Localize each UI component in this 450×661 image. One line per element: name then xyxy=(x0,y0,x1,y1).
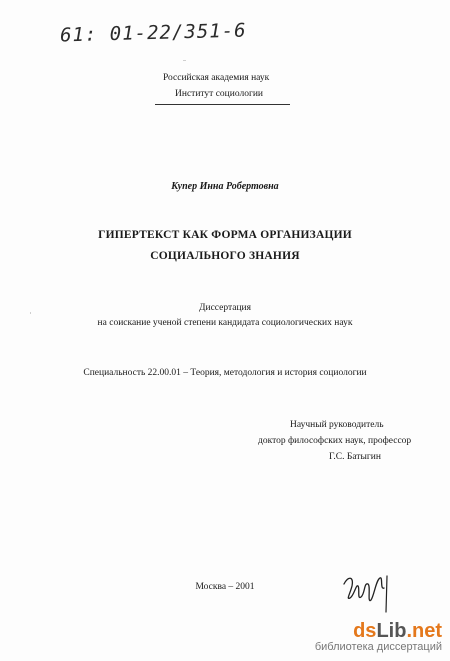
dslib-logo: dsLib.net xyxy=(353,620,442,642)
dslib-watermark xyxy=(315,621,442,653)
supervisor-degree: доктор философских наук, профессор xyxy=(258,436,412,446)
header-divider xyxy=(155,104,290,105)
specialty-line: Специальность 22.00.01 – Теория, методология и история социологии xyxy=(83,368,367,378)
city-year: Москва – 2001 xyxy=(195,582,255,592)
document-type: Диссертация xyxy=(199,303,251,313)
degree-purpose: на соискание ученой степени кандидата социологических наук xyxy=(97,318,353,328)
institute-name: Институт социологии xyxy=(175,89,264,99)
handwritten-signature xyxy=(340,570,402,618)
organization-name: Российская академия наук xyxy=(163,73,270,83)
header-block xyxy=(163,70,313,102)
dissertation-title-line-1: ГИПЕРТЕКСТ КАК ФОРМА ОРГАНИЗАЦИИ xyxy=(98,229,352,241)
dissertation-title-line-2: СОЦИАЛЬНОГО ЗНАНИЯ xyxy=(150,250,300,262)
archive-code: 61: 01-22/351-6 xyxy=(59,19,247,47)
dslib-caption: библиотека диссертаций xyxy=(314,641,442,653)
author-name: Купер Инна Робертовна xyxy=(171,181,279,192)
supervisor-name: Г.С. Батыгин xyxy=(329,452,381,462)
supervisor-role: Научный руководитель xyxy=(290,420,384,430)
scan-artifact xyxy=(183,60,186,61)
